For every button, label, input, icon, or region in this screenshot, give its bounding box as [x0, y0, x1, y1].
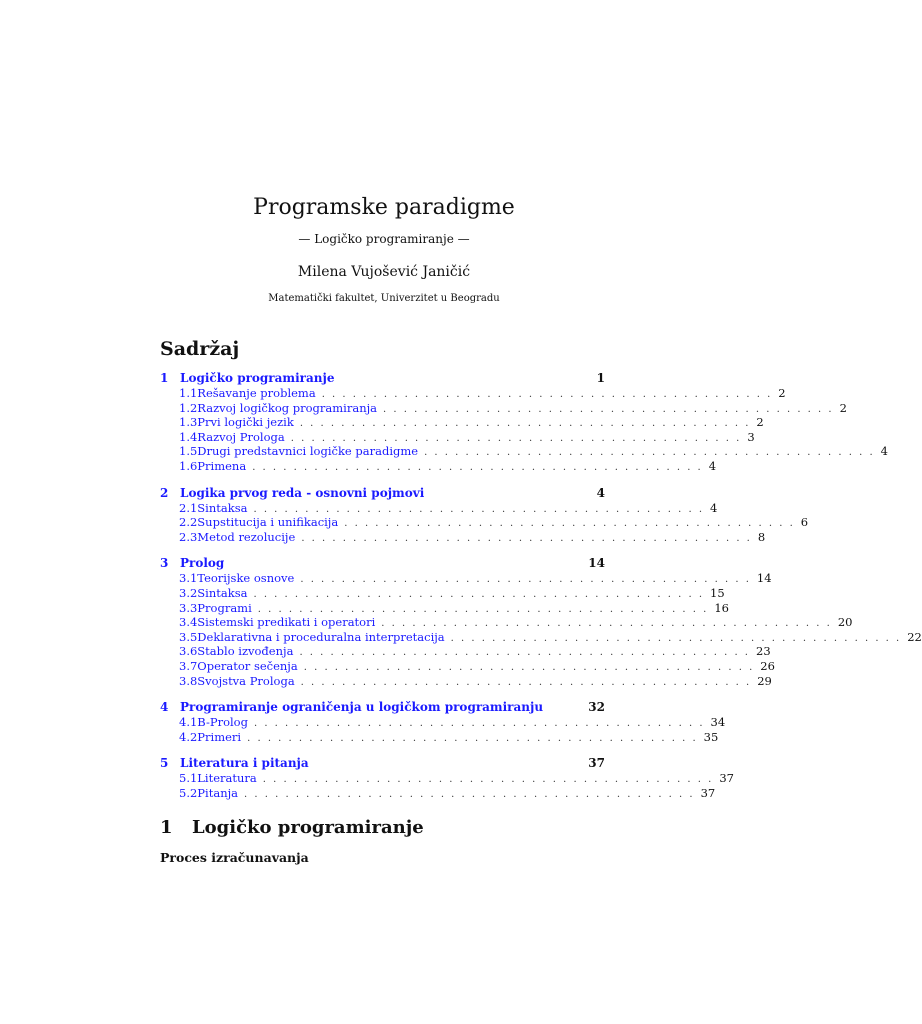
- toc-page-number: 4: [596, 485, 605, 500]
- toc-subsection-number: 3.7: [179, 658, 198, 673]
- toc-heading: Sadržaj: [160, 338, 240, 360]
- toc-section-link[interactable]: [160, 371, 605, 386]
- toc-section-label: Programiranje ograničenja u logičkom programiranju: [180, 700, 544, 715]
- toc-subsection-link[interactable]: [160, 458, 717, 474]
- toc-section-number: 3: [160, 556, 169, 571]
- toc-subsection-link[interactable]: [160, 500, 718, 516]
- toc-page-number: 35: [703, 729, 719, 744]
- toc-page-number: 37: [719, 771, 734, 786]
- toc-subsection-label: Razvoj logičkog programiranja: [197, 400, 378, 415]
- section-heading-title: Logičko programiranje: [192, 817, 424, 838]
- toc-subsection-label: Sintaksa: [197, 585, 248, 600]
- toc-page-number: 37: [700, 785, 716, 800]
- toc-subsection-label: Drugi predstavnici logičke paradigme: [197, 444, 419, 459]
- toc-subsection-number: 4.1: [179, 715, 198, 730]
- toc-subsection-number: 2.1: [179, 500, 198, 515]
- toc-leader-dots: . . . . . . . . . . . . . . . . . . . . . . . . . . . . . . . . . . . . . . . . . . . .: [381, 618, 832, 630]
- toc-leader-dots: . . . . . . . . . . . . . . . . . . . . . . . . . . . . . . . . . . . . . . . . . . . .: [253, 588, 705, 600]
- toc-subsection-label: Primena: [197, 458, 247, 473]
- toc-leader-dots: . . . . . . . . . . . . . . . . . . . . . . . . . . . . . . . . . . . . . . . . . . . .: [253, 503, 705, 515]
- toc-subsection-link[interactable]: [160, 585, 725, 601]
- toc-subsection-label: B-Prolog: [197, 715, 248, 730]
- toc-page-number: 2: [839, 400, 847, 415]
- toc-subsection-link[interactable]: [160, 444, 888, 459]
- toc-leader-dots: . . . . . . . . . . . . . . . . . . . . . . . . . . . . . . . . . . . . . . . . . . . .: [253, 718, 705, 730]
- toc-page-number: 37: [588, 756, 605, 771]
- toc-section: [160, 756, 734, 800]
- toc-leader-dots: . . . . . . . . . . . . . . . . . . . . . . . . . . . . . . . . . . . . . . . . . . . .: [300, 574, 751, 586]
- author-affiliation: Matematički fakultet, Univerzitet u Beogradu: [268, 293, 500, 304]
- toc-subsection-link[interactable]: [160, 658, 775, 674]
- toc-leader-dots: . . . . . . . . . . . . . . . . . . . . . . . . . . . . . . . . . . . . . . . . . . . .: [290, 432, 742, 444]
- toc-subsection-number: 1.5: [179, 444, 198, 459]
- toc-subsection-number: 3.6: [179, 644, 198, 659]
- toc-page-number: 3: [747, 429, 755, 444]
- toc-page-number: 20: [837, 615, 853, 630]
- toc-subsection-link[interactable]: [160, 629, 922, 645]
- toc-subsection-number: 3.8: [179, 673, 198, 688]
- toc-section-label: Prolog: [180, 556, 225, 571]
- toc-subsection-link[interactable]: [160, 429, 755, 445]
- toc-leader-dots: . . . . . . . . . . . . . . . . . . . . . . . . . . . . . . . . . . . . . . . . . . . .: [344, 518, 795, 530]
- toc-subsection-number: 1.2: [179, 400, 198, 415]
- toc-section: [160, 700, 726, 744]
- toc-subsection-label: Razvoj Prologa: [197, 429, 285, 444]
- section-heading: [160, 817, 424, 838]
- toc-page-number: 15: [710, 585, 725, 600]
- toc-section-label: Logičko programiranje: [180, 371, 335, 385]
- table-of-contents: [160, 371, 922, 812]
- toc-section-label: Literatura i pitanja: [180, 756, 309, 771]
- toc-section: [160, 556, 922, 688]
- toc-subsection-label: Deklarativna i proceduralna interpretacija: [197, 629, 445, 644]
- toc-subsection-link[interactable]: [160, 529, 766, 545]
- toc-section-link[interactable]: [160, 700, 605, 715]
- toc-section: [160, 371, 888, 474]
- toc-subsection-number: 3.4: [179, 615, 198, 630]
- toc-section-number: 2: [160, 485, 169, 500]
- toc-page-number: 2: [756, 415, 764, 430]
- toc-page-number: 34: [710, 715, 726, 730]
- toc-subsection-number: 2.3: [179, 529, 198, 544]
- toc-page-number: 32: [588, 700, 605, 715]
- toc-page-number: 4: [708, 458, 717, 473]
- toc-section-number: 4: [160, 700, 169, 715]
- toc-subsection-label: Primeri: [197, 729, 242, 744]
- toc-leader-dots: . . . . . . . . . . . . . . . . . . . . . . . . . . . . . . . . . . . . . . . . . . . .: [244, 788, 695, 800]
- toc-page-number: 4: [710, 500, 718, 515]
- toc-page-number: 23: [756, 644, 771, 659]
- toc-subsection-number: 1.6: [179, 458, 198, 473]
- toc-subsection-number: 3.3: [179, 600, 198, 615]
- toc-subsection-link[interactable]: [160, 771, 734, 786]
- toc-subsection-link[interactable]: [160, 673, 772, 689]
- toc-section: [160, 485, 809, 545]
- toc-subsection-number: 5.1: [179, 771, 198, 786]
- document-subtitle: — Logičko programiranje —: [298, 232, 470, 246]
- toc-subsection-link[interactable]: [160, 785, 716, 801]
- toc-subsection-label: Supstitucija i unifikacija: [197, 515, 339, 530]
- toc-subsection-number: 3.5: [179, 629, 198, 644]
- toc-subsection-link[interactable]: [160, 400, 847, 416]
- toc-subsection-link[interactable]: [160, 644, 771, 659]
- toc-subsection-link[interactable]: [160, 715, 726, 730]
- toc-page-number: 26: [760, 658, 775, 673]
- toc-subsection-label: Svojstva Prologa: [197, 673, 295, 688]
- toc-leader-dots: . . . . . . . . . . . . . . . . . . . . . . . . . . . . . . . . . . . . . . . . . . . .: [383, 403, 834, 415]
- toc-leader-dots: . . . . . . . . . . . . . . . . . . . . . . . . . . . . . . . . . . . . . . . . . . . .: [300, 676, 752, 688]
- toc-section-label: Logika prvog reda - osnovni pojmovi: [180, 485, 425, 500]
- toc-subsection-label: Pitanja: [197, 785, 239, 800]
- toc-subsection-number: 2.2: [179, 515, 198, 530]
- toc-subsection-label: Literatura: [197, 771, 257, 786]
- toc-subsection-label: Sintaksa: [197, 500, 248, 515]
- toc-page-number: 6: [800, 515, 809, 530]
- paragraph-heading: Proces izračunavanja: [160, 850, 309, 865]
- author-name: Milena Vujošević Janičić: [297, 264, 471, 280]
- toc-subsection-number: 3.2: [179, 585, 198, 600]
- toc-leader-dots: . . . . . . . . . . . . . . . . . . . . . . . . . . . . . . . . . . . . . . . . . . . .: [321, 389, 773, 400]
- toc-subsection-number: 1.3: [179, 415, 198, 430]
- toc-subsection-number: 1.4: [179, 429, 198, 444]
- toc-subsection-number: 4.2: [179, 729, 198, 744]
- toc-page-number: 8: [757, 529, 766, 544]
- toc-page-number: 22: [907, 629, 922, 644]
- toc-section-number: 5: [160, 756, 169, 771]
- toc-page-number: 4: [880, 444, 888, 459]
- toc-subsection-label: Metod rezolucije: [197, 529, 296, 544]
- toc-leader-dots: . . . . . . . . . . . . . . . . . . . . . . . . . . . . . . . . . . . . . . . . . . . .: [252, 461, 703, 473]
- toc-page-number: 14: [756, 571, 772, 586]
- toc-subsection-number: 1.1: [179, 386, 198, 400]
- toc-leader-dots: . . . . . . . . . . . . . . . . . . . . . . . . . . . . . . . . . . . . . . . . . . . .: [247, 732, 698, 744]
- toc-subsection-label: Prvi logički jezik: [197, 415, 294, 430]
- toc-section-link[interactable]: [160, 756, 605, 771]
- toc-subsection-label: Stablo izvođenja: [197, 644, 294, 659]
- toc-subsection-label: Sistemski predikati i operatori: [197, 615, 376, 630]
- toc-leader-dots: . . . . . . . . . . . . . . . . . . . . . . . . . . . . . . . . . . . . . . . . . . . .: [424, 447, 875, 459]
- toc-page-number: 1: [596, 371, 605, 385]
- toc-subsection-label: Operator sečenja: [197, 658, 298, 673]
- toc-leader-dots: . . . . . . . . . . . . . . . . . . . . . . . . . . . . . . . . . . . . . . . . . . . .: [262, 774, 714, 786]
- toc-subsection-link[interactable]: [160, 729, 719, 745]
- toc-section-link[interactable]: [160, 486, 605, 501]
- toc-leader-dots: . . . . . . . . . . . . . . . . . . . . . . . . . . . . . . . . . . . . . . . . . . . .: [301, 532, 752, 544]
- toc-leader-dots: . . . . . . . . . . . . . . . . . . . . . . . . . . . . . . . . . . . . . . . . . . . .: [450, 632, 902, 644]
- toc-page-number: 2: [778, 386, 786, 400]
- toc-leader-dots: . . . . . . . . . . . . . . . . . . . . . . . . . . . . . . . . . . . . . . . . . . . .: [303, 661, 755, 673]
- toc-subsection-link[interactable]: [160, 386, 786, 401]
- toc-leader-dots: . . . . . . . . . . . . . . . . . . . . . . . . . . . . . . . . . . . . . . . . . . . .: [299, 647, 750, 659]
- toc-subsection-label: Teorijske osnove: [197, 571, 295, 586]
- toc-subsection-label: Programi: [197, 600, 252, 615]
- toc-subsection-link[interactable]: [160, 415, 764, 430]
- toc-page-number: 16: [714, 600, 729, 615]
- toc-section-link[interactable]: [160, 556, 605, 571]
- toc-section-number: 1: [160, 371, 169, 385]
- toc-subsection-link[interactable]: [160, 615, 853, 630]
- toc-subsection-number: 3.1: [179, 571, 198, 586]
- toc-page-number: 29: [757, 673, 772, 688]
- toc-leader-dots: . . . . . . . . . . . . . . . . . . . . . . . . . . . . . . . . . . . . . . . . . . . .: [257, 603, 709, 615]
- section-heading-number: 1: [160, 817, 173, 838]
- toc-subsection-link[interactable]: [160, 571, 772, 586]
- toc-subsection-label: Rešavanje problema: [197, 386, 316, 400]
- toc-leader-dots: . . . . . . . . . . . . . . . . . . . . . . . . . . . . . . . . . . . . . . . . . . . .: [299, 418, 751, 430]
- toc-subsection-link[interactable]: [160, 515, 809, 530]
- toc-subsection-link[interactable]: [160, 600, 729, 616]
- toc-page-number: 14: [588, 556, 605, 571]
- toc-subsection-number: 5.2: [179, 785, 198, 800]
- document-title: Programske paradigme: [253, 195, 515, 220]
